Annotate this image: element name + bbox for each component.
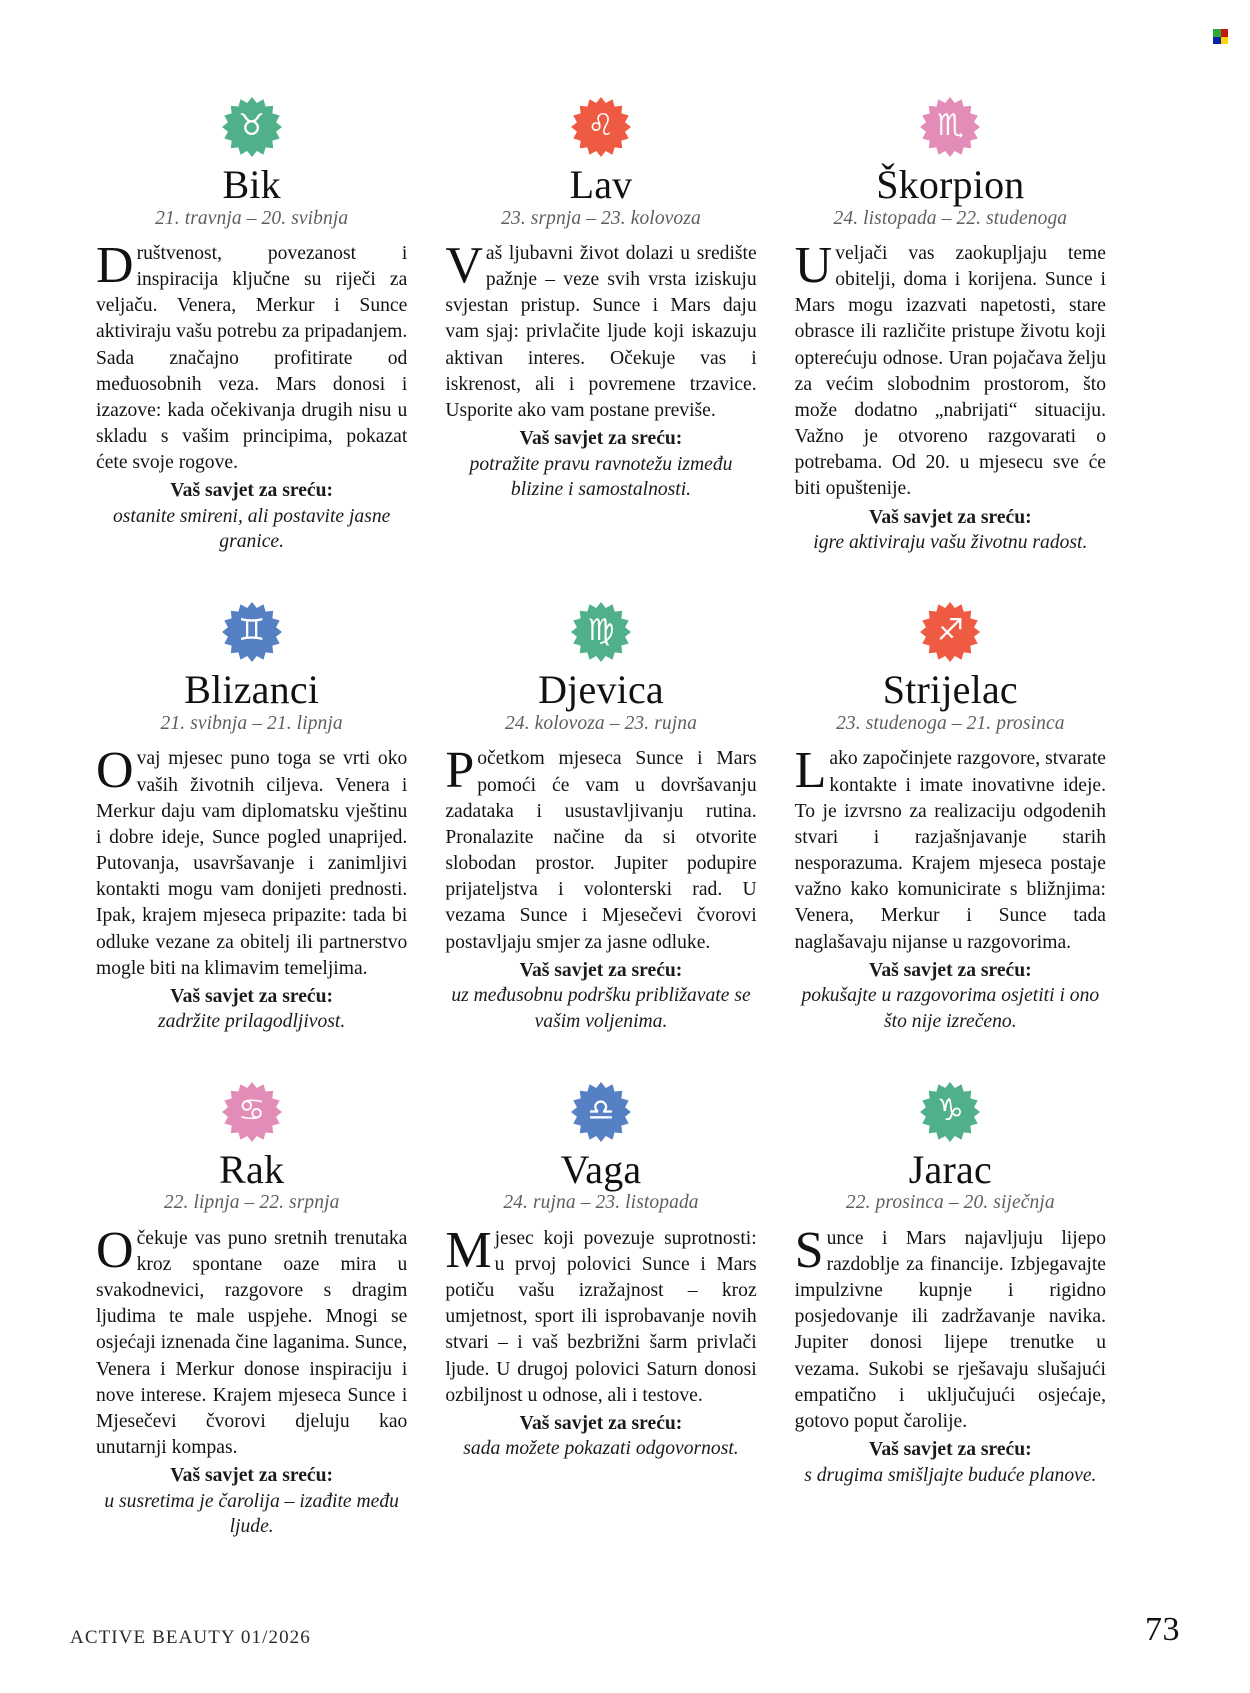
sign-name: Bik [222, 162, 281, 207]
sign-glyph: ♍ [587, 613, 615, 649]
taurus-icon [221, 96, 283, 158]
sign-dates: 21. travnja – 20. svibnja [155, 207, 349, 229]
sign-dates: 24. kolovoza – 23. rujna [505, 713, 697, 735]
sign-dates: 22. prosinca – 20. siječnja [845, 1192, 1055, 1214]
sign-card-lav [445, 96, 756, 555]
sign-dates: 24. listopada – 22. studenoga [833, 207, 1068, 229]
advice-text: pokušajte u razgovorima osjetiti i ono što nije izrečeno. [801, 985, 1100, 1032]
sign-badge-wrap [795, 601, 1106, 663]
sign-glyph: ♐ [936, 613, 964, 649]
sign-glyph: ♑ [936, 1092, 964, 1128]
sign-name: Škorpion [876, 162, 1025, 207]
sign-badge-wrap [795, 1081, 1106, 1143]
advice-label: Vaš savjet za sreću: [868, 1439, 1032, 1461]
sign-glyph: ♎ [587, 1092, 615, 1128]
advice-text: igre aktiviraju vašu životnu radost. [813, 532, 1088, 554]
sign-glyph: ♉ [238, 108, 266, 143]
sign-card-strijelac [795, 601, 1106, 1034]
sign-body-text: Vaš ljubavni život dolazi u središte pažnje – veze svih vrsta iziskuju svjestan pristup. Sunce i Mars daju vam sjaj: privlačite ljude koji iskazuju aktivan interes. Očekuje vas i iskrenost, ali i povremene trzavice. Usporite ako vam postane previše. [445, 236, 757, 421]
libra-icon [570, 1081, 632, 1143]
sign-card-jarac [795, 1081, 1106, 1540]
sign-glyph: ♊ [238, 613, 266, 649]
sign-name: Rak [219, 1146, 285, 1192]
sagittarius-icon [919, 601, 981, 663]
sign-badge-wrap [445, 96, 756, 158]
sign-badge-wrap [96, 96, 407, 158]
zodiac-grid [96, 96, 1106, 1540]
sign-name: Vaga [560, 1146, 642, 1192]
sign-name: Djevica [538, 667, 664, 713]
sign-badge-wrap [96, 1081, 407, 1143]
sign-body-text: Društvenost, povezanost i inspiracija ključne su riječi za veljaču. Venera, Merkur i Sunce aktiviraju vašu potrebu za pripadanjem. Sada značajno profitirate od međuosobnih veza. Mars donosi i izazove: kada očekivanja drugih nisu u skladu s vašim principima, pokazat ćete svoje rogove. [96, 236, 408, 474]
print-registration-mark [1213, 29, 1228, 44]
sign-glyph: ♏ [936, 108, 964, 143]
advice-text: uz međusobnu podršku približavate se vašim voljenima. [451, 985, 751, 1032]
sign-badge-wrap [96, 601, 407, 663]
advice-label: Vaš savjet za sreću: [519, 1412, 683, 1434]
advice-text: u susretima je čarolija – izađite među ljude. [104, 1490, 399, 1538]
sign-name: Lav [569, 162, 633, 207]
sign-name: Strijelac [882, 667, 1018, 713]
cancer-icon [221, 1081, 283, 1143]
capricorn-icon [919, 1081, 981, 1143]
mark-swatch-blue [1213, 37, 1221, 45]
leo-icon [570, 96, 632, 158]
sign-body-text: Sunce i Mars najavljuju lijepo razdoblje za financije. Izbjegavajte impulzivne kupnje i rigidno posjedovanje ili zadržavanje navika. Jupiter donosi lijepe trenutke u vezama. Sukobi se rješavaju slušajući empatično i uključujući osjećaje, gotovo poput čarolije. [794, 1221, 1106, 1432]
sign-dates: 23. studenoga – 21. prosinca [836, 713, 1065, 735]
sign-body-text: Uveljači vas zaokupljaju teme obitelji, doma i korijena. Sunce i Mars mogu izazvati napetosti, stare obrasce ili različite pristupe životu koji opterećuju odnose. Uran pojačava želju za većim slobodnim prostorom, što može dodatno „nabrijati“ situaciju. Važno je otvoreno razgovarati o potrebama. Od 20. u mjesecu sve će biti opuštenije. [794, 236, 1106, 500]
sign-dates: 23. srpnja – 23. kolovoza [501, 207, 701, 229]
sign-card-vaga [445, 1081, 756, 1540]
scorpio-icon [919, 96, 981, 158]
advice-text: sada možete pokazati odgovornost. [463, 1438, 739, 1460]
advice-label: Vaš savjet za sreću: [170, 480, 334, 502]
page-footer [70, 1611, 1180, 1649]
sign-glyph: ♋ [238, 1092, 266, 1128]
gemini-icon [221, 601, 283, 663]
page-number: 73 [1145, 1611, 1180, 1648]
sign-badge-wrap [445, 1081, 756, 1143]
advice-label: Vaš savjet za sreću: [519, 428, 683, 450]
advice-label: Vaš savjet za sreću: [868, 959, 1032, 981]
sign-body-text: Očekuje vas puno sretnih trenutaka kroz spontane oaze mira u svakodnevici, razgovore s dragim ljudima te male uspjehe. Mnogi se osjećaji iznenada čine laganima. Sunce, Venera i Merkur donose inspiraciju i nove interese. Krajem mjeseca Sunce i Mjesečevi čvorovi djeluju kao unutarnji kompas. [96, 1221, 408, 1459]
sign-card-škorpion [795, 96, 1106, 555]
sign-badge-wrap [795, 96, 1106, 158]
sign-card-blizanci [96, 601, 407, 1034]
virgo-icon [570, 601, 632, 663]
advice-label: Vaš savjet za sreću: [170, 1465, 334, 1487]
sign-dates: 24. rujna – 23. listopada [503, 1192, 699, 1214]
sign-dates: 22. lipnja – 22. srpnja [163, 1192, 340, 1214]
advice-text: potražite pravu ravnotežu između blizine i samostalnosti. [469, 453, 733, 501]
mark-swatch-yellow [1221, 37, 1229, 45]
sign-body-text: Lako započinjete razgovore, stvarate kontakte i imate inovativne ideje. To je izvrsno za realizaciju odgodenih stvari i razjašnjavanje starih nesporazuma. Krajem mjeseca postaje važno kako komunicirate s bližnjima: Venera, Merkur i Sunce tada naglašavaju nijanse u razgovorima. [794, 742, 1106, 953]
sign-body-text: Početkom mjeseca Sunce i Mars pomoći će vam u dovršavanju zadataka i usustavljivanju rutina. Pronalazite načine da si otvorite slobodan prostor. Jupiter podupire prijateljstva i volonterski rad. U vezama Sunce i Mjesečevi čvorovi postavljaju smjer za jasne odluke. [445, 742, 757, 953]
advice-label: Vaš savjet za sreću: [868, 506, 1032, 528]
sign-card-rak [96, 1081, 407, 1540]
mark-swatch-red [1221, 29, 1229, 37]
mark-swatch-green [1213, 29, 1221, 37]
advice-text: ostanite smireni, ali postavite jasne granice. [112, 505, 391, 553]
sign-card-bik [96, 96, 407, 555]
sign-name: Blizanci [184, 667, 320, 713]
advice-text: zadržite prilagodljivost. [158, 1011, 346, 1033]
sign-card-djevica [445, 601, 756, 1034]
advice-text: s drugima smišljajte buduće planove. [804, 1464, 1097, 1486]
sign-body-text: Mjesec koji povezuje suprotnosti: u prvoj polovici Sunce i Mars potiču vašu izražajnost – kroz umjetnost, sport ili isprobavanje novih stvari – i vaš bezbrižni šarm privlači ljude. U drugoj polovici Saturn donosi ozbiljnost u odnose, ali i testove. [445, 1221, 757, 1406]
sign-glyph: ♌ [587, 108, 615, 143]
advice-label: Vaš savjet za sreću: [519, 959, 683, 981]
sign-name: Jarac [908, 1146, 992, 1192]
sign-body-text: Ovaj mjesec puno toga se vrti oko vaših životnih ciljeva. Venera i Merkur daju vam diplomatsku vještinu i dobre ideje, Sunce pogled unaprijed. Putovanja, usavršavanje i zanimljivi kontakti mogu vam donijeti prednosti. Ipak, krajem mjeseca pripazite: tada bi odluke vezane za obitelj ili partnerstvo mogle biti na klimavim temeljima. [96, 742, 408, 979]
sign-badge-wrap [445, 601, 756, 663]
footer-issue-label: ACTIVE BEAUTY 01/2026 [70, 1627, 311, 1648]
advice-label: Vaš savjet za sreću: [170, 985, 334, 1007]
sign-dates: 21. svibnja – 21. lipnja [160, 713, 343, 735]
